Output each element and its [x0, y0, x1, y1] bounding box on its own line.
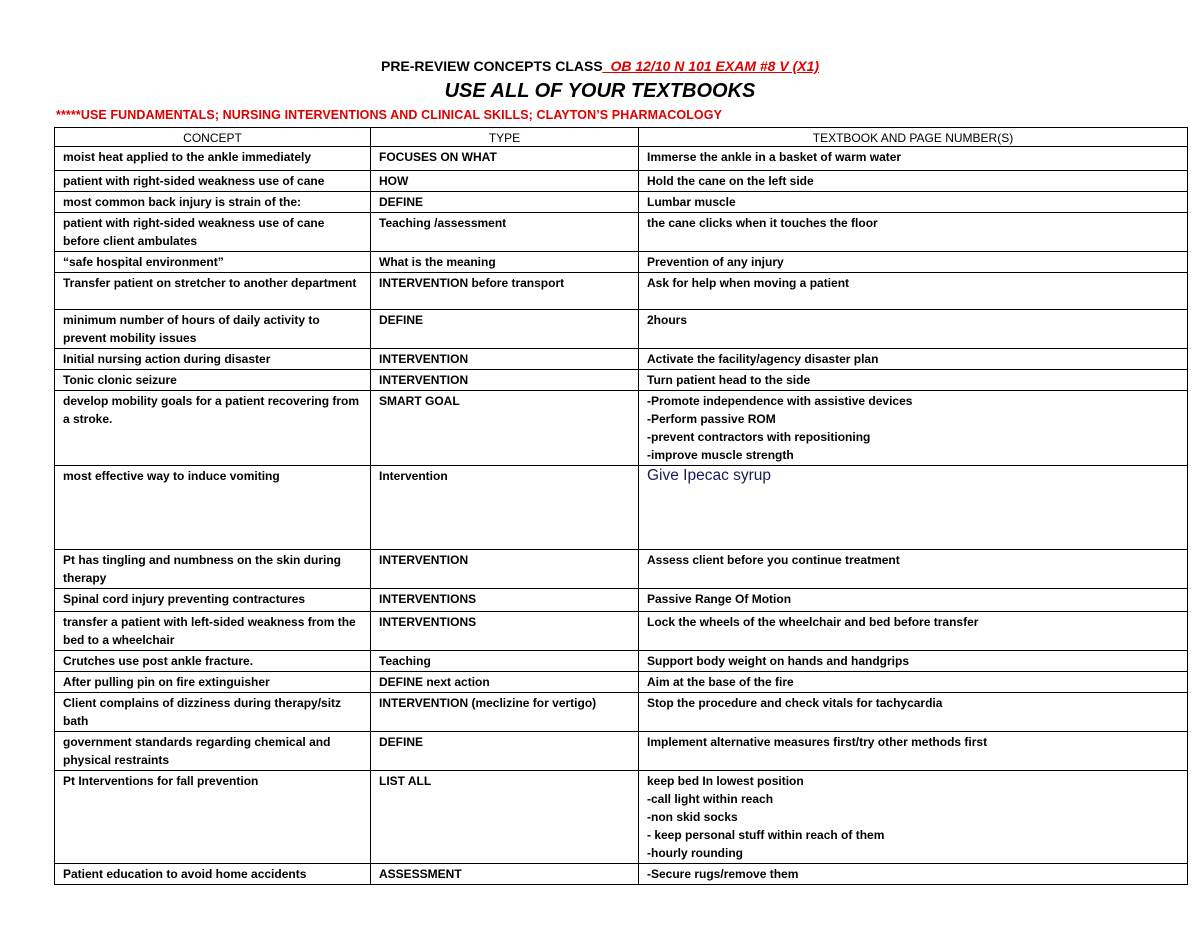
concept-cell: minimum number of hours of daily activity to prevent mobility issues: [55, 310, 371, 349]
answer-line: Activate the facility/agency disaster plan: [647, 352, 879, 366]
answer-cell: [639, 171, 1188, 192]
table-row: [55, 252, 1188, 273]
table-row: [55, 771, 1188, 864]
document-title: [0, 58, 1200, 74]
table-row: [55, 864, 1188, 885]
type-cell: HOW: [371, 171, 639, 192]
answer-cell: [639, 550, 1188, 589]
answer-cell: [639, 370, 1188, 391]
answer-line: -call light within reach: [647, 792, 774, 806]
answer-line: Immerse the ankle in a basket of warm water: [647, 150, 902, 164]
concept-cell: After pulling pin on fire extinguisher: [55, 672, 371, 693]
table-row: [55, 391, 1188, 466]
concept-cell: Crutches use post ankle fracture.: [55, 651, 371, 672]
type-cell: DEFINE: [371, 192, 639, 213]
table-row: [55, 672, 1188, 693]
class-value: _OB 12/10 N 101 EXAM #8 V (X1): [602, 58, 820, 74]
concept-cell: Patient education to avoid home accidents: [55, 864, 371, 885]
table-row: [55, 171, 1188, 192]
type-cell: INTERVENTION: [371, 349, 639, 370]
type-cell: INTERVENTION: [371, 370, 639, 391]
concept-cell: develop mobility goals for a patient recovering from a stroke.: [55, 391, 371, 466]
type-cell: INTERVENTIONS: [371, 589, 639, 612]
type-cell: Intervention: [371, 466, 639, 550]
answer-cell: [639, 864, 1188, 885]
answer-line: Implement alternative measures first/try other methods first: [647, 735, 988, 749]
answer-cell: [639, 349, 1188, 370]
answer-cell: [639, 466, 1188, 550]
concept-cell: transfer a patient with left-sided weakness from the bed to a wheelchair: [55, 612, 371, 651]
answer-line: Give Ipecac syrup: [647, 467, 772, 484]
answer-cell: [639, 589, 1188, 612]
concept-cell: Pt Interventions for fall prevention: [55, 771, 371, 864]
document-subtitle: USE ALL OF YOUR TEXTBOOKS: [444, 80, 756, 102]
answer-line: Support body weight on hands and handgrips: [647, 654, 909, 668]
answer-line: -Secure rugs/remove them: [647, 867, 799, 881]
answer-cell: [639, 192, 1188, 213]
answer-line: Prevention of any injury: [647, 255, 784, 269]
table-row: [55, 273, 1188, 310]
concept-cell: Initial nursing action during disaster: [55, 349, 371, 370]
type-cell: DEFINE: [371, 310, 639, 349]
answer-cell: [639, 213, 1188, 252]
table-row: [55, 550, 1188, 589]
column-header-type: TYPE: [371, 128, 639, 147]
textbook-note: *****USE FUNDAMENTALS; NURSING INTERVENTIONS AND CLINICAL SKILLS; CLAYTON’S PHARMACOLOGY: [56, 108, 723, 122]
concept-cell: “safe hospital environment”: [55, 252, 371, 273]
table-row: [55, 612, 1188, 651]
type-cell: DEFINE next action: [371, 672, 639, 693]
type-cell: Teaching: [371, 651, 639, 672]
answer-cell: [639, 771, 1188, 864]
concept-cell: government standards regarding chemical and physical restraints: [55, 732, 371, 771]
concept-cell: patient with right-sided weakness use of cane before client ambulates: [55, 213, 371, 252]
answer-line: Turn patient head to the side: [647, 373, 811, 387]
answer-line: Stop the procedure and check vitals for tachycardia: [647, 696, 943, 710]
answer-line: -Promote independence with assistive devices: [647, 394, 913, 408]
answer-cell: [639, 391, 1188, 466]
concept-cell: Tonic clonic seizure: [55, 370, 371, 391]
table-row: [55, 349, 1188, 370]
answer-cell: [639, 693, 1188, 732]
concept-cell: moist heat applied to the ankle immediately: [55, 147, 371, 171]
type-cell: What is the meaning: [371, 252, 639, 273]
table-row: [55, 147, 1188, 171]
type-cell: DEFINE: [371, 732, 639, 771]
answer-line: 2hours: [647, 313, 688, 327]
answer-line: Aim at the base of the fire: [647, 675, 794, 689]
answer-line: Hold the cane on the left side: [647, 174, 814, 188]
table-row: [55, 466, 1188, 550]
type-cell: INTERVENTIONS: [371, 612, 639, 651]
table-row: [55, 213, 1188, 252]
column-header-textbook: TEXTBOOK AND PAGE NUMBER(S): [639, 128, 1188, 147]
concept-cell: Transfer patient on stretcher to another department: [55, 273, 371, 310]
answer-line: Passive Range Of Motion: [647, 592, 792, 606]
answer-line: Assess client before you continue treatment: [647, 553, 900, 567]
answer-cell: [639, 651, 1188, 672]
table-row: [55, 651, 1188, 672]
table-row: [55, 693, 1188, 732]
concept-cell: Pt has tingling and numbness on the skin during therapy: [55, 550, 371, 589]
table-row: [55, 192, 1188, 213]
answer-cell: [639, 147, 1188, 171]
type-cell: INTERVENTION: [371, 550, 639, 589]
answer-line: -non skid socks: [647, 810, 738, 824]
answer-line: - keep personal stuff within reach of them: [647, 828, 885, 842]
concept-table: [54, 127, 1188, 885]
column-header-concept: CONCEPT: [55, 128, 371, 147]
type-cell: LIST ALL: [371, 771, 639, 864]
answer-cell: [639, 672, 1188, 693]
answer-line: -Perform passive ROM: [647, 412, 776, 426]
answer-line: keep bed In lowest position: [647, 774, 804, 788]
answer-line: -hourly rounding: [647, 846, 743, 860]
type-cell: INTERVENTION before transport: [371, 273, 639, 310]
title-prefix: PRE-REVIEW CONCEPTS CLASS: [380, 58, 603, 74]
type-cell: INTERVENTION (meclizine for vertigo): [371, 693, 639, 732]
answer-cell: [639, 732, 1188, 771]
answer-cell: [639, 252, 1188, 273]
concept-cell: Client complains of dizziness during therapy/sitz bath: [55, 693, 371, 732]
answer-line: -improve muscle strength: [647, 448, 794, 462]
type-cell: SMART GOAL: [371, 391, 639, 466]
concept-cell: Spinal cord injury preventing contractures: [55, 589, 371, 612]
answer-line: Lumbar muscle: [647, 195, 736, 209]
answer-cell: [639, 273, 1188, 310]
concept-cell: patient with right-sided weakness use of cane: [55, 171, 371, 192]
table-header-row: [55, 128, 1188, 147]
concept-cell: most common back injury is strain of the:: [55, 192, 371, 213]
answer-cell: [639, 310, 1188, 349]
table-row: [55, 310, 1188, 349]
table-row: [55, 589, 1188, 612]
answer-cell: [639, 612, 1188, 651]
type-cell: FOCUSES ON WHAT: [371, 147, 639, 171]
type-cell: Teaching /assessment: [371, 213, 639, 252]
table-row: [55, 370, 1188, 391]
table-body: [55, 147, 1188, 885]
answer-line: Lock the wheels of the wheelchair and bed before transfer: [647, 615, 979, 629]
concept-cell: most effective way to induce vomiting: [55, 466, 371, 550]
table-row: [55, 732, 1188, 771]
type-cell: ASSESSMENT: [371, 864, 639, 885]
answer-line: the cane clicks when it touches the floor: [647, 216, 878, 230]
answer-line: Ask for help when moving a patient: [647, 276, 850, 290]
answer-line: -prevent contractors with repositioning: [647, 430, 871, 444]
